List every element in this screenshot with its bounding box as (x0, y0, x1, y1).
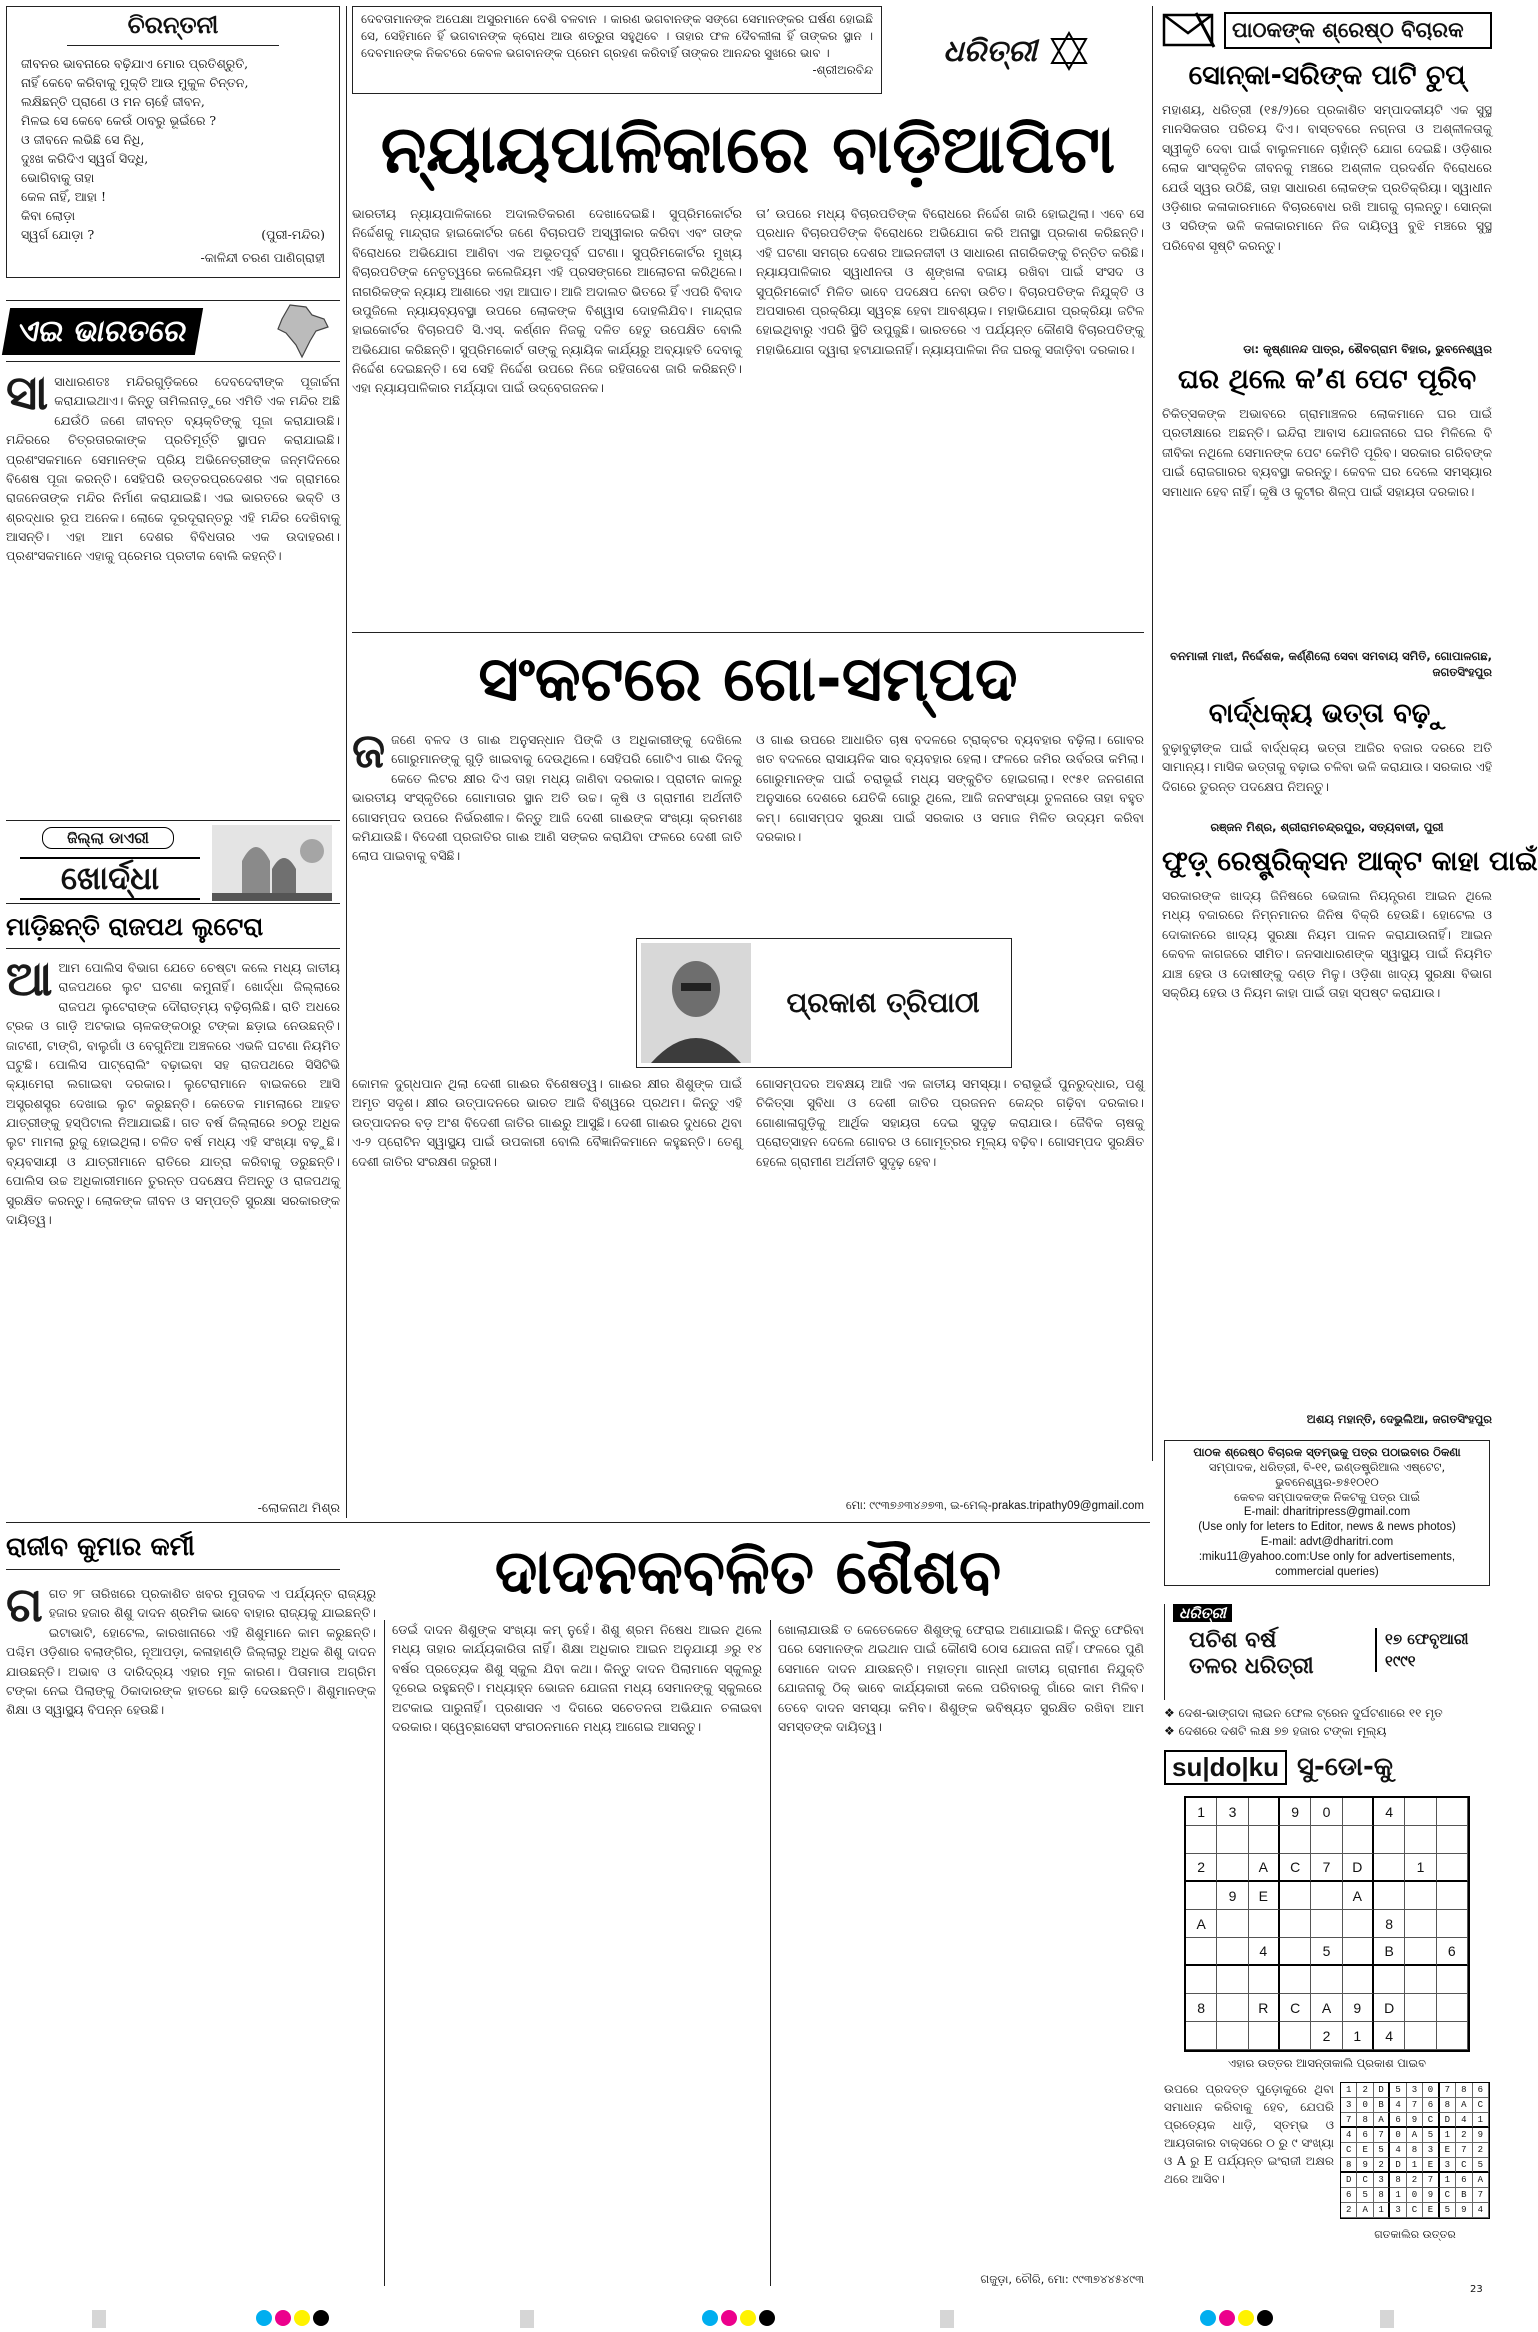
cow-dropcap: ଜ (352, 723, 386, 779)
sudoku-solution-cell: 5 (1390, 2083, 1406, 2098)
sudoku-solution-cell: 9 (1423, 2188, 1439, 2203)
sudoku-solution-cell: A (1374, 2113, 1390, 2128)
sudoku-solution-cell: 7 (1456, 2143, 1472, 2158)
sudoku-solution-cell: 6 (1473, 2083, 1489, 2098)
sudoku-cell[interactable] (1374, 1882, 1405, 1910)
sudoku-cell[interactable] (1311, 1910, 1342, 1938)
sudoku-solution-cell: 7 (1374, 2128, 1390, 2143)
bharat-body (6, 365, 340, 802)
india-map-icon (272, 303, 332, 359)
cow-col2: ଓ ଗାଈ ଉପରେ ଆଧାରିତ ଚାଷ ବଦଳରେ ଟ୍ରାକ୍ଟର ବ୍ୟବହାର ବଢ଼ିଲା। ଗୋବର ଖତ ବଦଳରେ ରାସାୟନିକ ସାର ବ୍ୟବହାର ହେଲା। ଫଳରେ ଜମିର ଉର୍ବରତା କମିଲା। ଗୋରୁମାନଙ୍କ ପାଇଁ ଚରାଭୂଇଁ ମଧ୍ୟ ସଙ୍କୁଚିତ ହୋଇଗଲା। ୧୯୫୧ ଜନଗଣନା ଅନୁସାରେ ଦେଶରେ ଯେତିକି ଗୋରୁ ଥିଲେ, ଆଜି ଜନସଂଖ୍ୟା ତୁଳନାରେ ତାହା ବହୁତ କମ୍‌। ଗୋସମ୍ପଦ ସୁରକ୍ଷା ପାଇଁ ସରକାର ଓ ସମାଜ ମିଳିତ ଉଦ୍ୟମ କରିବା ଦରକାର। (756, 732, 1144, 844)
cyan-dot-icon (256, 2310, 272, 2326)
sudoku-solution-cell: E (1357, 2143, 1373, 2158)
bharat-dropcap: ସା (6, 365, 49, 421)
bharat-banner (6, 300, 340, 362)
sudoku-cell[interactable] (1280, 1910, 1311, 1938)
sudoku-cell[interactable]: A (1311, 1994, 1342, 2022)
sudoku-solution-cell: A (1473, 2173, 1489, 2188)
sudoku-solution-cell: 3 (1423, 2143, 1439, 2158)
sudoku-solution-cell: D (1341, 2173, 1357, 2188)
poem-line: ନାହିଁ କେବେ କରିବାକୁ ମୁକ୍ତି ଆଉ ମୁକୁଳ ଚିନ୍ତନ, (21, 75, 249, 90)
sudoku-cell[interactable] (1280, 1826, 1311, 1854)
history-logo: ଧରିତ୍ରୀ (1173, 1604, 1232, 1622)
cyan-dot-icon (1200, 2310, 1216, 2326)
sudoku-cell[interactable] (1343, 1798, 1374, 1826)
sudoku-cell[interactable] (1343, 1966, 1374, 1994)
sudoku-solution-cell: 8 (1374, 2188, 1390, 2203)
sudoku-solution-cell: 7 (1423, 2173, 1439, 2188)
star-emblem-icon (1049, 31, 1089, 71)
sudoku-cell[interactable] (1249, 1966, 1280, 1994)
contact-email-advt[interactable]: E-mail: advt@dharitri.com (1260, 1536, 1394, 1548)
district-headline: ମାଡ଼ିଛନ୍ତି ରାଜପଥ ଲୁଟେରା (6, 912, 340, 949)
child-col1 (6, 1577, 376, 2286)
readers-banner (1162, 8, 1492, 52)
poem-line: କିବା ଲୋଡ଼ା (21, 208, 76, 223)
history-item: ❖ ଦେଶ-ଭାଙ୍ଗଦା ଲାଇନ ଫେଲ ଟ୍ରେନ ଦୁର୍ଘଟଣାରେ ୧୧ ମୃତ (1164, 1706, 1443, 1720)
sudoku-cell[interactable] (1186, 1826, 1217, 1854)
sudoku-cell[interactable]: R (1249, 1994, 1280, 2022)
sudoku-solution-cell: C (1423, 2113, 1439, 2128)
sudoku-cell[interactable]: C (1280, 1994, 1311, 2022)
cow-contact: ମୋ: ୯୯୩୭୬୩୪୬୭୩, ଇ-ମେଲ୍‌-prakas.tripathy09@gmail.com (845, 1500, 1144, 1512)
quote-text: ଦେବତାମାନଙ୍କ ଅପେକ୍ଷା ଅସୁରମାନେ ବେଶି ବଳବାନ । କାରଣ ଭଗବାନଙ୍କ ସଙ୍ଗେ ସେମାନଙ୍କର ଘର୍ଷଣ ହୋଇଛି ସେ, ସେହିମାନେ ହିଁ ଭଗବାନଙ୍କ କ୍ରୋଧ ଆଉ ଶତ୍ରୁତା ସହୁଥିବେ । ତାହାର ଫଳ ଦୈବଲୀଳା ହିଁ ତାଙ୍କର ସ୍ଥାନ । ଦେବମାନଙ୍କ ନିକଟରେ କେବଳ ଭଗବାନଙ୍କ ପ୍ରେମ ଗ୍ରହଣ କରିବାହିଁ ତାଙ୍କର ଆନନ୍ଦର ସୁଖରେ ଭାବ । (361, 12, 873, 60)
sudoku-cell[interactable] (1343, 1938, 1374, 1966)
sudoku-cell[interactable] (1437, 1994, 1468, 2022)
sudoku-solution-cell: 2 (1341, 2203, 1357, 2218)
sudoku-cell[interactable] (1374, 1966, 1405, 1994)
letter2-author: ବନମାଳୀ ମାଝୀ, ନିର୍ଦ୍ଦେଶକ, କର୍ଣ୍ଣିଲୋ ସେବା ସମବାୟ ସମିତି, ଗୋପାଳଗଛ, ଜଗତସିଂହପୁର (1170, 649, 1492, 679)
district-name: ଖୋର୍ଦ୍ଧା (20, 857, 200, 900)
black-dot-icon (759, 2310, 775, 2326)
sudoku-cell[interactable] (1437, 1854, 1468, 1882)
child-author: ରାଜୀବ କୁମାର କର୍ମୀ (6, 1532, 340, 1570)
sudoku-cell[interactable]: 1 (1343, 2022, 1374, 2050)
sudoku-cell[interactable]: 0 (1311, 1798, 1342, 1826)
sudoku-cell[interactable] (1405, 1994, 1436, 2022)
sudoku-cell[interactable] (1405, 1910, 1436, 1938)
sudoku-cell[interactable]: D (1374, 1994, 1405, 2022)
sudoku-solution-cell: A (1456, 2098, 1472, 2113)
sudoku-cell[interactable]: 8 (1374, 1910, 1405, 1938)
district-author: -ଲୋକନାଥ ମିଶ୍ର (257, 1500, 340, 1515)
sudoku-cell[interactable] (1405, 1966, 1436, 1994)
readers-contact-box (1164, 1440, 1490, 1586)
sudoku-cell[interactable] (1217, 1994, 1248, 2022)
sudoku-cell[interactable] (1311, 1826, 1342, 1854)
magenta-dot-icon (275, 2310, 291, 2326)
sudoku-solution-cell: 6 (1456, 2173, 1472, 2188)
sudoku-cell[interactable] (1280, 1882, 1311, 1910)
sudoku-solution-cell: 5 (1440, 2203, 1456, 2218)
sudoku-solution-cell: 4 (1390, 2098, 1406, 2113)
contact-intro: ପାଠକ ଶ୍ରେଷ୍ଠ ବିଚାରକ ସ୍ତମ୍ଭକୁ ପତ୍ର ପଠାଇବାର ଠିକଣା (1193, 1445, 1461, 1459)
sudoku-solution-cell: 6 (1341, 2188, 1357, 2203)
sudoku-cell[interactable]: 9 (1343, 1994, 1374, 2022)
sudoku-cell[interactable] (1437, 2022, 1468, 2050)
child-contact: ଗଜୁଡ଼ା, ଚୌରି, ମୋ: ୯୯୩୭୪୪୫୪୯୩ (980, 2272, 1144, 2286)
sudoku-cell[interactable] (1343, 1826, 1374, 1854)
poem-source: (ପୁରୀ-ମନ୍ଦିର) (261, 227, 325, 242)
letter3-author: ରଞ୍ଜନ ମିଶ୍ର, ଶ୍ରୀରାମଚନ୍ଦ୍ରପୁର, ସତ୍ୟବାଦୀ, ପୁରୀ (1210, 820, 1444, 834)
yellow-dot-icon (1238, 2310, 1254, 2326)
sudoku-solution-cell: C (1341, 2143, 1357, 2158)
sudoku-solution-cell: 8 (1456, 2083, 1472, 2098)
sudoku-cell[interactable] (1249, 2022, 1280, 2050)
sudoku-answer-caption: ଗତକାଲିର ଉତ୍ତର (1374, 2228, 1456, 2241)
sudoku-solution-cell: 6 (1357, 2128, 1373, 2143)
sudoku-cell[interactable] (1186, 1966, 1217, 1994)
sudoku-solution-cell: 5 (1473, 2158, 1489, 2173)
sudoku-cell[interactable]: 2 (1186, 1854, 1217, 1882)
envelope-icon (1162, 11, 1216, 49)
cmyk-marks (702, 2310, 778, 2330)
sudoku-cell[interactable]: 6 (1437, 1938, 1468, 1966)
sudoku-solution-cell: B (1456, 2188, 1472, 2203)
cow-headline: ସଂକଟରେ ଗୋ-ସମ୍ପଦ (478, 642, 1018, 715)
sudoku-solution-cell: E (1423, 2203, 1439, 2218)
sudoku-cell[interactable] (1437, 1798, 1468, 1826)
sudoku-solution-cell: 0 (1357, 2098, 1373, 2113)
sudoku-solution-cell: 2 (1407, 2173, 1423, 2188)
cmyk-marks (256, 2310, 332, 2330)
poem-author: -କାଳିନ୍ଦୀ ଚରଣ ପାଣିଗ୍ରାହୀ (200, 250, 325, 265)
sudoku-solution-cell: E (1440, 2143, 1456, 2158)
letter4-title: ଫୁଡ଼୍‌ ରେଷ୍ଟ୍ରିକ୍‌ସନ ଆକ୍ଟ କାହା ପାଇଁ (1162, 846, 1538, 877)
judiciary-col2: ତା’ ଉପରେ ମଧ୍ୟ ବିଚାରପତିଙ୍କ ବିରୋଧରେ ନିର୍ଦ୍ଦେଶ ଜାରି ହୋଇଥିଲା। ଏବେ ସେ ପ୍ରଧାନ ବିଚାରପତିଙ୍କ ବିରୋଧରେ ଅଭିଯୋଗ କରି ଅନାସ୍ଥା ପ୍ରକାଶ କରିଛନ୍ତି। ଏହି ଘଟଣା ସମଗ୍ର ଦେଶର ଆଇନଜୀବୀ ଓ ସାଧାରଣ ନାଗରିକଙ୍କୁ ଚିନ୍ତିତ କରିଛି। ନ୍ୟାୟପାଳିକାର ସ୍ୱାଧୀନତା ଓ ଶୃଙ୍ଖଳା ବଜାୟ ରଖିବା ପାଇଁ ସଂସଦ ଓ ସୁପ୍ରିମକୋର୍ଟ ମିଳିତ ଭାବେ ପଦକ୍ଷେପ ନେବା ଉଚିତ। ବିଚାରପତିଙ୍କ ନିଯୁକ୍ତି ଓ ଅପସାରଣ ପ୍ରକ୍ରିୟା ସ୍ୱଚ୍ଛ ହେବା ଆବଶ୍ୟକ। ମହାଭିଯୋଗ ପ୍ରକ୍ରିୟା ଜଟିଳ ହୋଇଥିବାରୁ ଏପରି ସ୍ଥିତି ଉପୁଜୁଛି। ଭାରତରେ ଏ ପର୍ଯ୍ୟନ୍ତ କୌଣସି ବିଚାରପତିଙ୍କୁ ମହାଭିଯୋଗ ଦ୍ୱାରା ହଟାଯାଇନାହିଁ। ନ୍ୟାୟପାଳିକା ନିଜ ଘରକୁ ସଜାଡ଼ିବା ଦରକାର। (756, 206, 1144, 357)
sudoku-cell[interactable] (1249, 1798, 1280, 1826)
sudoku-solution-cell: 8 (1407, 2143, 1423, 2158)
sudoku-cell[interactable] (1311, 1882, 1342, 1910)
sudoku-solution-cell: 3 (1390, 2203, 1406, 2218)
poem-line: ଓ ଜୀବନେ ଲଭିଛି ସେ ନିଧି, (21, 132, 145, 147)
letter3-title: ବାର୍ଦ୍ଧକ୍ୟ ଭତ୍ତା ବଢ଼ୁ (1208, 698, 1446, 729)
district-dropcap: ଆ (6, 951, 53, 1007)
cow-col2b: ଗୋସମ୍ପଦର ଅବକ୍ଷୟ ଆଜି ଏକ ଜାତୀୟ ସମସ୍ୟା। ଚରାଭୂଇଁ ପୁନରୁଦ୍ଧାର, ପଶୁ ଚିକିତ୍ସା ସୁବିଧା ଓ ଦେଶୀ ଜାତିର ପ୍ରଜନନ କେନ୍ଦ୍ର ଗଢ଼ିବା ଦରକାର। ଗୋଶାଳାଗୁଡ଼ିକୁ ଆର୍ଥିକ ସହାୟତା ଦେଇ ସୁଦୃଢ଼ କରାଯାଉ। ଜୈବିକ ଚାଷକୁ ପ୍ରୋତ୍ସାହନ ଦେଲେ ଗୋବର ଓ ଗୋମୂତ୍ରର ମୂଲ୍ୟ ବଢ଼ିବ। ଗୋସମ୍ପଦ ସୁରକ୍ଷିତ ହେଲେ ଗ୍ରାମୀଣ ଅର୍ଥନୀତି ସୁଦୃଢ଼ ହେବ। (756, 1076, 1144, 1169)
contact-address: ସମ୍ପାଦକ, ଧରିତ୍ରୀ, ବି-୧୧, ଇଣ୍ଡଷ୍ଟ୍ରିଆଲ ଏଷ୍ଟେଟ, ଭୁବନେଶ୍ୱର-୭୫୧୦୧୦ (1208, 1460, 1446, 1489)
sudoku-solution-grid (1340, 2082, 1490, 2219)
sudoku-cell[interactable]: 1 (1186, 1798, 1217, 1826)
sudoku-cell[interactable]: B (1374, 1938, 1405, 1966)
author-photo-icon (641, 943, 751, 1063)
sudoku-cell[interactable] (1249, 1826, 1280, 1854)
masthead (896, 8, 1136, 94)
sudoku-solution-cell: 0 (1390, 2128, 1406, 2143)
sudoku-solution-cell: 9 (1473, 2128, 1489, 2143)
sudoku-solution-cell: 7 (1407, 2098, 1423, 2113)
poem-title: ଚିରନ୍ତନୀ (67, 7, 279, 46)
sudoku-solution-cell: C (1473, 2098, 1489, 2113)
sudoku-solution-cell: A (1407, 2128, 1423, 2143)
sudoku-cell[interactable]: 3 (1217, 1798, 1248, 1826)
sudoku-solution-cell: 5 (1357, 2188, 1373, 2203)
quote-author: -ଶ୍ରୀଅରବିନ୍ଦ (812, 63, 873, 77)
sudoku-solution-cell: 7 (1473, 2188, 1489, 2203)
sudoku-cell[interactable] (1217, 1966, 1248, 1994)
sudoku-solution-cell: 3 (1407, 2083, 1423, 2098)
sudoku-grid (1184, 1796, 1470, 2052)
page-number: 23 (1470, 2284, 1483, 2295)
sudoku-solution-cell: 9 (1357, 2158, 1373, 2173)
poem-line: ଜୀବନର ଭାବନାରେ ବଢ଼ିଯାଏ ମୋର ପ୍ରତିଶ୍ରୁତି, (21, 56, 249, 71)
child-headline: ଦାଦନକବଳିତ ଶୈଶବ (494, 1535, 1002, 1608)
sudoku-solution-cell: C (1357, 2173, 1373, 2188)
sudoku-solution-cell: 2 (1374, 2158, 1390, 2173)
sudoku-cell[interactable] (1217, 1910, 1248, 1938)
sudoku-solution-cell: 1 (1390, 2188, 1406, 2203)
sudoku-cell[interactable]: 2 (1311, 2022, 1342, 2050)
cow-col1-text: ଜଣେ ବଳଦ ଓ ଗାଈ ଅନୁସନ୍ଧାନ ପିଙ୍କି ଓ ଅଧିକାରୀଙ୍କୁ ଦେଖିଲେ ଗୋରୁମାନଙ୍କୁ ଗୁଡ଼ି ଖାଇବାକୁ ଦେଉଥିଲେ। ସେହିପରି ଗୋଟିଏ ଗାଈ ଦିନକୁ କେତେ ଲିଟର କ୍ଷୀର ଦିଏ ତାହା ମଧ୍ୟ ଜାଣିବା ଦରକାର। ପ୍ରାଚୀନ କାଳରୁ ଭାରତୀୟ ସଂସ୍କୃତିରେ ଗୋମାତାର ସ୍ଥାନ ଅତି ଉଚ୍ଚ। କୃଷି ଓ ଗ୍ରାମୀଣ ଅର୍ଥନୀତି ଗୋସମ୍ପଦ ଉପରେ ନିର୍ଭରଶୀଳ। କିନ୍ତୁ ଆଜି ଦେଶୀ ଗାଈଙ୍କ ସଂଖ୍ୟା କ୍ରମଶଃ କମିଯାଉଛି। ବିଦେଶୀ ପ୍ରଜାତିର ଗାଈ ଆଣି ସଙ୍କର କରାଯିବା ଫଳରେ ଦେଶୀ ଜାତି ଲୋପ ପାଇବାକୁ ବସିଛି। (352, 732, 742, 864)
sudoku-cell[interactable] (1405, 1798, 1436, 1826)
sudoku-cell[interactable]: E (1249, 1882, 1280, 1910)
poem-line: ମିଳଇ ସେ କେବେ କେଉଁ ଠାବରୁ ଭୂଇଁରେ ? (21, 113, 217, 128)
cyan-dot-icon (702, 2310, 718, 2326)
district-text: ଆମ ପୋଲିସ ବିଭାଗ ଯେତେ ଚେଷ୍ଟା କଲେ ମଧ୍ୟ ଜାତୀୟ ରାଜପଥରେ ଲୁଟ ଘଟଣା କମୁନାହିଁ। ଖୋର୍ଦ୍ଧା ଜିଲ୍ଲାରେ ରାଜପଥ ଲୁଟେରାଙ୍କ ଦୌରାତ୍ମ୍ୟ ବଢ଼ିଚାଲିଛି। ରାତି ଅଧରେ ଟ୍ରକ ଓ ଗାଡ଼ି ଅଟକାଇ ଚାଳକଙ୍କଠାରୁ ଟଙ୍କା ଛଡ଼ାଇ ନେଉଛନ୍ତି। ଜାଟଣୀ, ଟାଙ୍ଗି, ବାଲୁଗାଁ ଓ ବେଗୁନିଆ ଅଞ୍ଚଳରେ ଏଭଳି ଘଟଣା ନିୟମିତ ଘଟୁଛି। ପୋଲିସ ପାଟ୍ରୋଲିଂ ବଢ଼ାଇବା ସହ ରାଜପଥରେ ସିସିଟିଭି କ୍ୟାମେରା ଲଗାଇବା ଦରକାର। ଲୁଟେରାମାନେ ବାଇକରେ ଆସି ଅସ୍ତ୍ରଶସ୍ତ୍ର ଦେଖାଇ ଲୁଟ କରୁଛନ୍ତି। କେତେକ ମାମଲାରେ ଆହତ ଯାତ୍ରୀଙ୍କୁ ହସ୍ପିଟାଲ ନିଆଯାଇଛି। ଗତ ବର୍ଷ ଜିଲ୍ଲାରେ ୭୦ରୁ ଅଧିକ ଲୁଟ ମାମଲା ରୁଜୁ ହୋଇଥିଲା। ଚଳିତ ବର୍ଷ ମଧ୍ୟ ଏହି ସଂଖ୍ୟା ବଢ଼ୁଛି। ବ୍ୟବସାୟୀ ଓ ଯାତ୍ରୀମାନେ ରାତିରେ ଯାତ୍ରା କରିବାକୁ ଡରୁଛନ୍ତି। ପୋଲିସ ଉଚ୍ଚ ଅଧିକାରୀମାନେ ତୁରନ୍ତ ପଦକ୍ଷେପ ନିଅନ୍ତୁ ଓ ରାଜପଥକୁ ସୁରକ୍ଷିତ କରନ୍ତୁ। ଲୋକଙ୍କ ଜୀବନ ଓ ସମ୍ପତ୍ତି ସୁରକ୍ଷା ସରକାରଙ୍କ ଦାୟିତ୍ୱ। (6, 960, 340, 1227)
sudoku-solution-cell: 7 (1440, 2083, 1456, 2098)
sudoku-solution-cell: 8 (1390, 2173, 1406, 2188)
district-body (6, 951, 340, 1498)
sudoku-caption: ଏହାର ଉତ୍ତର ଆସନ୍ତାକାଲି ପ୍ରକାଶ ପାଇବ (1228, 2056, 1426, 2070)
child-dropcap: ଗ (6, 1577, 43, 1633)
sudoku-cell[interactable]: 7 (1311, 1854, 1342, 1882)
letter1-author: ଡା: କୃଷ୍ଣାନନ୍ଦ ପାତ୍ର, ଶୈବଗ୍ରାମ ବିହାର, ଭୁବନେଶ୍ୱର (1243, 342, 1492, 356)
sudoku-cell[interactable] (1437, 1882, 1468, 1910)
contact-email-editor[interactable]: E-mail: dharitripress@gmail.com (1243, 1506, 1411, 1518)
sudoku-solution-cell: 0 (1423, 2083, 1439, 2098)
district-label: ଜିଲ୍ଲା ଡାଏରୀ (42, 827, 174, 849)
sudoku-solution-cell: 3 (1374, 2173, 1390, 2188)
temple-illustration-icon (212, 825, 332, 901)
sudoku-cell[interactable]: 9 (1280, 1798, 1311, 1826)
sudoku-cell[interactable]: A (1343, 1882, 1374, 1910)
sudoku-cell[interactable] (1405, 1882, 1436, 1910)
bharat-text: ସାଧାରଣତଃ ମନ୍ଦିରଗୁଡ଼ିକରେ ଦେବଦେବୀଙ୍କ ପୂଜାର୍ଚ୍ଚନା କରାଯାଇଥାଏ। କିନ୍ତୁ ତାମିଲନାଡ଼ୁରେ ଏମିତି ଏକ ମନ୍ଦିର ଅଛି ଯେଉଁଠି ଜଣେ ଜୀବନ୍ତ ବ୍ୟକ୍ତିଙ୍କୁ ପୂଜା କରାଯାଉଛି। ମନ୍ଦିରରେ ଚିତ୍ରତାରକାଙ୍କ ପ୍ରତିମୂର୍ତ୍ତି ସ୍ଥାପନ କରାଯାଇଛି। ପ୍ରଶଂସକମାନେ ସେମାନଙ୍କ ପ୍ରିୟ ଅଭିନେତ୍ରୀଙ୍କ ଜନ୍ମଦିନରେ ବିଶେଷ ପୂଜା କରନ୍ତି। ସେହିପରି ଉତ୍ତରପ୍ରଦେଶର ଏକ ଗ୍ରାମରେ ରାଜନେତାଙ୍କ ମନ୍ଦିର ନିର୍ମାଣ କରାଯାଇଛି। ଏଇ ଭାରତରେ ଭକ୍ତି ଓ ଶ୍ରଦ୍ଧାର ରୂପ ଅନେକ। ଲୋକେ ଦୂରଦୂରାନ୍ତରୁ ଏହି ମନ୍ଦିର ଦେଖିବାକୁ ଆସନ୍ତି। ଏହା ଆମ ଦେଶର ବିବିଧତାର ଏକ ଉଦାହରଣ। ପ୍ରଶଂସକମାନେ ଏହାକୁ ପ୍ରେମର ପ୍ରତୀକ ବୋଲି କହନ୍ତି। (6, 374, 340, 564)
sudoku-cell[interactable]: 8 (1186, 1994, 1217, 2022)
history-items (1164, 1704, 1490, 1740)
sudoku-solution-cell: C (1440, 2188, 1456, 2203)
black-dot-icon (313, 2310, 329, 2326)
poem-line: କେଳ ନାହିଁ, ଆହା ! (21, 189, 107, 204)
sudoku-cell[interactable] (1343, 1910, 1374, 1938)
sudoku-cell[interactable] (1437, 1826, 1468, 1854)
quote-box (352, 6, 882, 94)
sudoku-cell[interactable] (1217, 1854, 1248, 1882)
sudoku-title (1164, 1746, 1490, 1788)
sudoku-cell[interactable]: 1 (1405, 1854, 1436, 1882)
cow-col1 (352, 723, 742, 930)
sudoku-solution-cell: 6 (1423, 2098, 1439, 2113)
sudoku-cell[interactable]: A (1249, 1854, 1280, 1882)
history-label: ପଚିଶ ବର୍ଷ ତଳର ଧରିତ୍ରୀ (1189, 1628, 1314, 1679)
sudoku-cell[interactable] (1374, 1826, 1405, 1854)
sudoku-solution-cell: 5 (1423, 2128, 1439, 2143)
sudoku-cell[interactable] (1280, 1966, 1311, 1994)
sudoku-solution-cell: 9 (1407, 2113, 1423, 2128)
letter1-title: ସୋନ୍‌କା-ସରିଙ୍କ ପାଟି ଚୁପ୍‌ (1188, 60, 1466, 91)
sudoku-solution-cell: D (1374, 2083, 1390, 2098)
sudoku-solution-cell: B (1374, 2098, 1390, 2113)
poem-line: ସ୍ୱର୍ଗ ଯୋଡ଼ା ? (21, 227, 95, 242)
sudoku-solution-cell: A (1357, 2203, 1373, 2218)
contact-email-commercial[interactable]: :miku11@yahoo.com:Use only for advertisements, commercial queries) (1198, 1551, 1456, 1578)
sudoku-cell[interactable] (1405, 2022, 1436, 2050)
sudoku-cell[interactable] (1405, 1938, 1436, 1966)
sudoku-solution-cell: 1 (1341, 2083, 1357, 2098)
contact-email-editor-note: (Use only for leters to Editor, news & news photos) (1198, 1521, 1456, 1533)
child-col3: ଖୋଲାଯାଉଛି ତ କେତେକେତେ ଶିଶୁଙ୍କୁ ଫେରାଇ ଅଣାଯାଇଛି। କିନ୍ତୁ ଫେରିବା ପରେ ସେମାନଙ୍କ ଥଇଥାନ ପାଇଁ କୌଣସି ଠୋସ ଯୋଜନା ନାହିଁ। ଫଳରେ ପୁଣି ସେମାନେ ଦାଦନ ଯାଉଛନ୍ତି। ମହାତ୍ମା ଗାନ୍ଧୀ ଜାତୀୟ ଗ୍ରାମୀଣ ନିଯୁକ୍ତି ଯୋଜନାକୁ ଠିକ୍‌ ଭାବେ କାର୍ଯ୍ୟକାରୀ କଲେ ପରିବାରକୁ ଗାଁରେ କାମ ମିଳିବ। ତେବେ ଦାଦନ ସମସ୍ୟା କମିବ। ଶିଶୁଙ୍କ ଭବିଷ୍ୟତ ସୁରକ୍ଷିତ ରଖିବା ଆମ ସମସ୍ତଙ୍କ ଦାୟିତ୍ୱ। (778, 1622, 1144, 1734)
sudoku-solution-cell: 8 (1357, 2113, 1373, 2128)
sudoku-solution-cell: 4 (1473, 2203, 1489, 2218)
sudoku-cell[interactable] (1280, 1938, 1311, 1966)
sudoku-cell[interactable]: D (1343, 1854, 1374, 1882)
grey-bar (92, 2310, 106, 2328)
sudoku-solution-cell: 3 (1341, 2098, 1357, 2113)
history-item: ❖ ଦେଶରେ ଦଶଟି ଲକ୍ଷ ୭୭ ହଜାର ଟଙ୍କା ମୂଲ୍ୟ (1164, 1724, 1387, 1738)
magenta-dot-icon (721, 2310, 737, 2326)
sudoku-solution-cell: 0 (1407, 2188, 1423, 2203)
sudoku-title-odia: ସୁ-ଡୋ-କୁ (1297, 1751, 1393, 1782)
sudoku-cell[interactable]: 4 (1374, 2022, 1405, 2050)
sudoku-cell[interactable]: 4 (1374, 1798, 1405, 1826)
sudoku-solution-cell: 2 (1456, 2128, 1472, 2143)
sudoku-cell[interactable] (1186, 1938, 1217, 1966)
letter2-title: ଘର ଥିଲେ କ’ଣ ପେଟ ପୂରିବ (1177, 364, 1477, 395)
poem-line: ଭୋଗିବାକୁ ତାହା (21, 170, 95, 185)
contact-note: କେବଳ ସମ୍ପାଦକଙ୍କ ନିକଟକୁ ପତ୍ର ପାଇଁ (1234, 1490, 1420, 1504)
sudoku-solution-cell: 8 (1341, 2158, 1357, 2173)
sudoku-solution-cell: 1 (1440, 2128, 1456, 2143)
letter2-body: ଚିକିତ୍ସକଙ୍କ ଅଭାବରେ ଗ୍ରାମାଞ୍ଚଳର ଲୋକମାନେ ଘର ପାଇଁ ପ୍ରତୀକ୍ଷାରେ ଅଛନ୍ତି। ଇନ୍ଦିରା ଆବାସ ଯୋଜନାରେ ଘର ମିଳିଲେ ବି ଜୀବିକା ନଥିଲେ ସେମାନଙ୍କ ପେଟ କେମିତି ପୂରିବ। ସରକାର ଗରିବଙ୍କ ପାଇଁ ରୋଜଗାରର ବ୍ୟବସ୍ଥା କରନ୍ତୁ। କେବଳ ଘର ଦେଲେ ସମସ୍ୟାର ସମାଧାନ ହେବ ନାହିଁ। କୃଷି ଓ କୁଟୀର ଶିଳ୍ପ ପାଇଁ ସହାୟତା ଦରକାର। (1162, 406, 1492, 499)
black-dot-icon (1257, 2310, 1273, 2326)
sudoku-solution-cell: 7 (1341, 2113, 1357, 2128)
cow-author-box (636, 938, 1012, 1068)
sudoku-solution-cell: C (1456, 2158, 1472, 2173)
grey-bar (940, 2310, 954, 2328)
letter4-author: ଅଶୟ ମହାନ୍ତି, ଦେଭୁଲିଆ, ଜଗତସିଂହପୁର (1306, 1412, 1492, 1426)
sudoku-solution-cell: 2 (1357, 2083, 1373, 2098)
sudoku-cell[interactable] (1249, 1910, 1280, 1938)
judiciary-col1: ଭାରତୀୟ ନ୍ୟାୟପାଳିକାରେ ଅଦାଲତିକରଣ ଦେଖାଦେଇଛି। ସୁପ୍ରିମକୋର୍ଟର ନିର୍ଦ୍ଦେଶକୁ ମାନ୍ଦ୍ରାଜ ହାଇକୋର୍ଟର ଜଣେ ବିଚାରପତି ଅସ୍ୱୀକାର କରିବା ଏବଂ ତାଙ୍କ ବିରୋଧରେ ଅଭିଯୋଗ ଆଣିବା ଏକ ଅଭୂତପୂର୍ବ ଘଟଣା। ସୁପ୍ରିମକୋର୍ଟର ମୁଖ୍ୟ ବିଚାରପତିଙ୍କ ନେତୃତ୍ୱରେ କଲେଜିୟମ ଏହି ପ୍ରସଙ୍ଗରେ ଆଲୋଚନା କରିଥିଲେ। ନାଗରିକଙ୍କ ନ୍ୟାୟ ଆଶାରେ ଏହା ଆଘାତ। ଆଜି ଅଦାଲତ ଭିତରେ ହିଁ ଏପରି ବିବାଦ ଉପୁଜିଲେ ନ୍ୟାୟବ୍ୟବସ୍ଥା ଉପରେ ଲୋକଙ୍କ ବିଶ୍ୱାସ ଦୋହଲିଯିବ। ମାନ୍ଦ୍ରାଜ ହାଇକୋର୍ଟର ବିଚାରପତି ସି.ଏସ୍‌. କର୍ଣ୍ଣନ ନିଜକୁ ଦଳିତ ହେତୁ ଉପେକ୍ଷିତ ବୋଲି ଅଭିଯୋଗ କରିଛନ୍ତି। ସୁପ୍ରିମକୋର୍ଟ ତାଙ୍କୁ ନ୍ୟାୟିକ କାର୍ଯ୍ୟରୁ ଅବ୍ୟାହତି ଦେବାକୁ ନିର୍ଦ୍ଦେଶ ଦେଇଛନ୍ତି। ସେ ସେହି ନିର୍ଦ୍ଦେଶ ଉପରେ ନିଜେ ରହିତାଦେଶ ଜାରି କରିଛନ୍ତି। ଏହା ନ୍ୟାୟପାଳିକାର ମର୍ଯ୍ୟାଦା ପାଇଁ ଉଦ୍‌ବେଗଜନକ। (352, 206, 742, 396)
poem-box (6, 6, 340, 278)
print-marks (0, 2284, 1500, 2332)
sudoku-cell[interactable] (1217, 1938, 1248, 1966)
sudoku-solution-cell: 4 (1341, 2128, 1357, 2143)
sudoku-cell[interactable]: 5 (1311, 1938, 1342, 1966)
sudoku-cell[interactable] (1437, 1966, 1468, 1994)
sudoku-cell[interactable] (1437, 1910, 1468, 1938)
cmyk-marks (1200, 2310, 1276, 2330)
history-box (1164, 1604, 1490, 1700)
sudoku-solution-cell: C (1407, 2203, 1423, 2218)
dharitri-logo: ଧରିତ୍ରୀ (943, 33, 1037, 69)
sudoku-cell[interactable] (1186, 1882, 1217, 1910)
sudoku-cell[interactable] (1217, 2022, 1248, 2050)
letter4-body: ସରକାରଙ୍କ ଖାଦ୍ୟ ଜିନିଷରେ ଭେଜାଲ ନିୟନ୍ତ୍ରଣ ଆଇନ ଥିଲେ ମଧ୍ୟ ବଜାରରେ ନିମ୍ନମାନର ଜିନିଷ ବିକ୍ରି ହେଉଛି। ହୋଟେଲ ଓ ଦୋକାନରେ ଖାଦ୍ୟ ସୁରକ୍ଷା ନିୟମ ପାଳନ କରାଯାଉନାହିଁ। ଆଇନ କେବଳ କାଗଜରେ ସୀମିତ। ଜନସାଧାରଣଙ୍କ ସ୍ୱାସ୍ଥ୍ୟ ପାଇଁ ନିୟମିତ ଯାଞ୍ଚ ହେଉ ଓ ଦୋଷୀଙ୍କୁ ଦଣ୍ଡ ମିଳୁ। ଓଡ଼ିଶା ଖାଦ୍ୟ ସୁରକ୍ଷା ବିଭାଗ ସକ୍ରିୟ ହେଉ ଓ ନିୟମ କାହା ପାଇଁ ତାହା ସ୍ପଷ୍ଟ କରାଯାଉ। (1162, 888, 1492, 1000)
grey-bar (1380, 2310, 1394, 2328)
sudoku-cell[interactable] (1186, 2022, 1217, 2050)
grey-bar (520, 2310, 534, 2328)
sudoku-title-latin: su|do|ku (1164, 1750, 1287, 1785)
poem-line: ଲକ୍ଷିଛନ୍ତି ପ୍ରାଣେ ଓ ମନ ଚାହେଁ ଜୀବନ, (21, 94, 205, 109)
sudoku-solution-cell: 6 (1390, 2113, 1406, 2128)
sudoku-solution-cell: 1 (1374, 2203, 1390, 2218)
readers-banner-title: ପାଠକଙ୍କ ଶ୍ରେଷ୍ଠ ବିଚାରକ (1224, 12, 1492, 49)
sudoku-solution-cell: 1 (1407, 2158, 1423, 2173)
sudoku-solution-cell: D (1440, 2113, 1456, 2128)
sudoku-cell[interactable] (1374, 1854, 1405, 1882)
sudoku-solution-cell: 3 (1440, 2158, 1456, 2173)
cow-col1b: କୋମଳ ଦୁଗ୍ଧପାନ ଥିଲା ଦେଶୀ ଗାଈର ବିଶେଷତ୍ୱ। ଗାଈର କ୍ଷୀର ଶିଶୁଙ୍କ ପାଇଁ ଅମୃତ ସଦୃଶ। କ୍ଷୀର ଉତ୍ପାଦନରେ ଭାରତ ଆଜି ବିଶ୍ୱରେ ପ୍ରଥମ। କିନ୍ତୁ ଏହି ଉତ୍ପାଦନର ବଡ଼ ଅଂଶ ବିଦେଶୀ ଜାତିର ଗାଈରୁ ଆସୁଛି। ଦେଶୀ ଗାଈର ଦୁଧରେ ଥିବା ଏ-୨ ପ୍ରୋଟିନ ସ୍ୱାସ୍ଥ୍ୟ ପାଇଁ ଉପକାରୀ ବୋଲି ବୈଜ୍ଞାନିକମାନେ କହୁଛନ୍ତି। ତେଣୁ ଦେଶୀ ଜାତିର ସଂରକ୍ଷଣ ଜରୁରୀ। (352, 1076, 742, 1169)
sudoku-solution-cell: 9 (1456, 2203, 1472, 2218)
sudoku-cell[interactable] (1217, 1826, 1248, 1854)
magenta-dot-icon (1219, 2310, 1235, 2326)
poem-lines (7, 46, 339, 267)
sudoku-cell[interactable]: A (1186, 1910, 1217, 1938)
bharat-title: ଏଇ ଭାରତରେ (2, 308, 203, 355)
cow-author-name: ପ୍ରକାଶ ତ୍ରିପାଠୀ (786, 986, 980, 1019)
judiciary-headline: ନ୍ୟାୟପାଳିକାରେ ବାଡ଼ିଆପିଟା (380, 111, 1116, 188)
yellow-dot-icon (740, 2310, 756, 2326)
sudoku-rules: ଉପରେ ପ୍ରଦତ୍ତ ପୁଡ଼ୋକୁରେ ଥିବା ସମାଧାନ କରିବାକୁ ହେବ, ଯେପରି ପ୍ରତ୍ୟେକ ଧାଡ଼ି, ସ୍ତମ୍ଭ ଓ ଆୟତାକାର ବାକ୍ସରେ ୦ ରୁ ୯ ସଂଖ୍ୟା ଓ A ରୁ E ପର୍ଯ୍ୟନ୍ତ ଇଂରାଜୀ ଅକ୍ଷର ଥରେ ଆସିବ। (1164, 2082, 1334, 2186)
sudoku-solution-cell: 1 (1440, 2173, 1456, 2188)
sudoku-solution-cell: E (1423, 2158, 1439, 2173)
child-col2: ଡେଇଁ ଦାଦନ ଶିଶୁଙ୍କ ସଂଖ୍ୟା କମ୍‌ ନୁହେଁ। ଶିଶୁ ଶ୍ରମ ନିଷେଧ ଆଇନ ଥିଲେ ମଧ୍ୟ ତାହାର କାର୍ଯ୍ୟକାରିତା ନାହିଁ। ଶିକ୍ଷା ଅଧିକାର ଆଇନ ଅନୁଯାୟୀ ୬ରୁ ୧୪ ବର୍ଷର ପ୍ରତ୍ୟେକ ଶିଶୁ ସ୍କୁଲ ଯିବା କଥା। କିନ୍ତୁ ଦାଦନ ପିଲାମାନେ ସ୍କୁଲରୁ ଦୂରେଇ ରହୁଛନ୍ତି। ମଧ୍ୟାହ୍ନ ଭୋଜନ ଯୋଜନା ମଧ୍ୟ ସେମାନଙ୍କୁ ସ୍କୁଲରେ ଅଟକାଇ ପାରୁନାହିଁ। ପ୍ରଶାସନ ଏ ଦିଗରେ ସଚେତନତା ଅଭିଯାନ ଚଳାଇବା ଦରକାର। ସ୍ୱେଚ୍ଛାସେବୀ ସଂଗଠନମାନେ ମଧ୍ୟ ଆଗେଇ ଆସନ୍ତୁ। (392, 1622, 762, 1734)
district-banner (6, 820, 340, 904)
sudoku-solution-cell: 1 (1473, 2113, 1489, 2128)
poem-line: ଦୁଃଖ କରିଦିଏ ସ୍ୱର୍ଗ ସିଦ୍ଧି, (21, 151, 149, 166)
sudoku-cell[interactable]: 9 (1217, 1882, 1248, 1910)
sudoku-cell[interactable] (1311, 1966, 1342, 1994)
sudoku-solution-cell: 4 (1456, 2113, 1472, 2128)
letter3-body: ବୁଢ଼ାବୁଢ଼ୀଙ୍କ ପାଇଁ ବାର୍ଦ୍ଧକ୍ୟ ଭତ୍ତା ଆଜିର ବଜାର ଦରରେ ଅତି ସାମାନ୍ୟ। ମାସିକ ଭତ୍ତାକୁ ବଢ଼ାଇ ଚଳିବା ଭଳି କରାଯାଉ। ସରକାର ଏହି ଦିଗରେ ତୁରନ୍ତ ପଦକ୍ଷେପ ନିଅନ୍ତୁ। (1162, 740, 1492, 794)
sudoku-cell[interactable]: C (1280, 1854, 1311, 1882)
sudoku-solution-cell: 2 (1473, 2143, 1489, 2158)
sudoku-cell[interactable]: 4 (1249, 1938, 1280, 1966)
sudoku-cell[interactable] (1280, 2022, 1311, 2050)
history-date: ୧୭ ଫେବୃଆରୀ ୧୯୯୧ (1375, 1628, 1495, 1672)
sudoku-solution-cell: 8 (1440, 2098, 1456, 2113)
child-col1-text: ଗତ ୨୮ ତାରିଖରେ ପ୍ରକାଶିତ ଖବର ମୁତାବକ ଏ ପର୍ଯ୍ୟନ୍ତ ରାଜ୍ୟରୁ ହଜାର ହଜାର ଶିଶୁ ଦାଦନ ଶ୍ରମିକ ଭାବେ ବାହାର ରାଜ୍ୟକୁ ଯାଇଛନ୍ତି। ଇଟାଭାଟି, ହୋଟେଲ, କାରଖାନାରେ ଏହି ଶିଶୁମାନେ କାମ କରୁଛନ୍ତି। ପଶ୍ଚିମ ଓଡ଼ିଶାର ବଲାଙ୍ଗିର, ନୂଆପଡ଼ା, କଳାହାଣ୍ଡି ଜିଲ୍ଲାରୁ ଅଧିକ ଶିଶୁ ଦାଦନ ଯାଉଛନ୍ତି। ଅଭାବ ଓ ଦାରିଦ୍ର୍ୟ ଏହାର ମୂଳ କାରଣ। ପିତାମାତା ଅଗ୍ରିମ ଟଙ୍କା ନେଇ ପିଲାଙ୍କୁ ଠିକାଦାରଙ୍କ ହାତରେ ଛାଡ଼ି ଦେଉଛନ୍ତି। ଶିଶୁମାନଙ୍କ ଶିକ୍ଷା ଓ ସ୍ୱାସ୍ଥ୍ୟ ବିପନ୍ନ ହେଉଛି। (6, 1586, 376, 1718)
sudoku-solution-cell: 4 (1390, 2143, 1406, 2158)
sudoku-solution-cell: D (1390, 2158, 1406, 2173)
sudoku-cell[interactable] (1405, 1826, 1436, 1854)
letter1-body: ମହାଶୟ, ଧରିତ୍ରୀ (୧୫/୨)ରେ ପ୍ରକାଶିତ ସମ୍ପାଦକୀୟଟି ଏକ ସୁସ୍ଥ ମାନସିକତାର ପରିଚୟ ଦିଏ। ବାସ୍ତବରେ ନଗ୍ନତା ଓ ଅଶ୍ଳୀଳତାକୁ ସ୍ୱୀକୃତି ଦେବା ପାଇଁ ବାଲୁଳମାନେ ଚାହାଁନ୍ତି ଯୋଗ ଦେଇଛି। ଓଡ଼ିଶାର ଲୋକ ସାଂସ୍କୃତିକ ଜୀବନକୁ ମଞ୍ଚରେ ଅଶ୍ଳୀଳ ପ୍ରଦର୍ଶନ ବିରୋଧରେ ଯେଉଁ ସ୍ୱର ଉଠିଛି, ତାହା ସାଧାରଣ ଲୋକଙ୍କ ପ୍ରତିକ୍ରିୟା। ସ୍ୱାଧୀନ ଓଡ଼ିଶାର କଳାକାରମାନେ ବିଚାରବୋଧ ରଖି ଆଗକୁ ଚାଲନ୍ତୁ। ସୋନ୍‌କା ଓ ସରିଙ୍କ ଭଳି କଳାକାରମାନେ ନିଜ ଦାୟିତ୍ୱ ବୁଝି ମଞ୍ଚରେ ସୁସ୍ଥ ପରିବେଶ ସୃଷ୍ଟି କରନ୍ତୁ। (1162, 102, 1492, 253)
sudoku-solution-cell: 5 (1374, 2143, 1390, 2158)
yellow-dot-icon (294, 2310, 310, 2326)
